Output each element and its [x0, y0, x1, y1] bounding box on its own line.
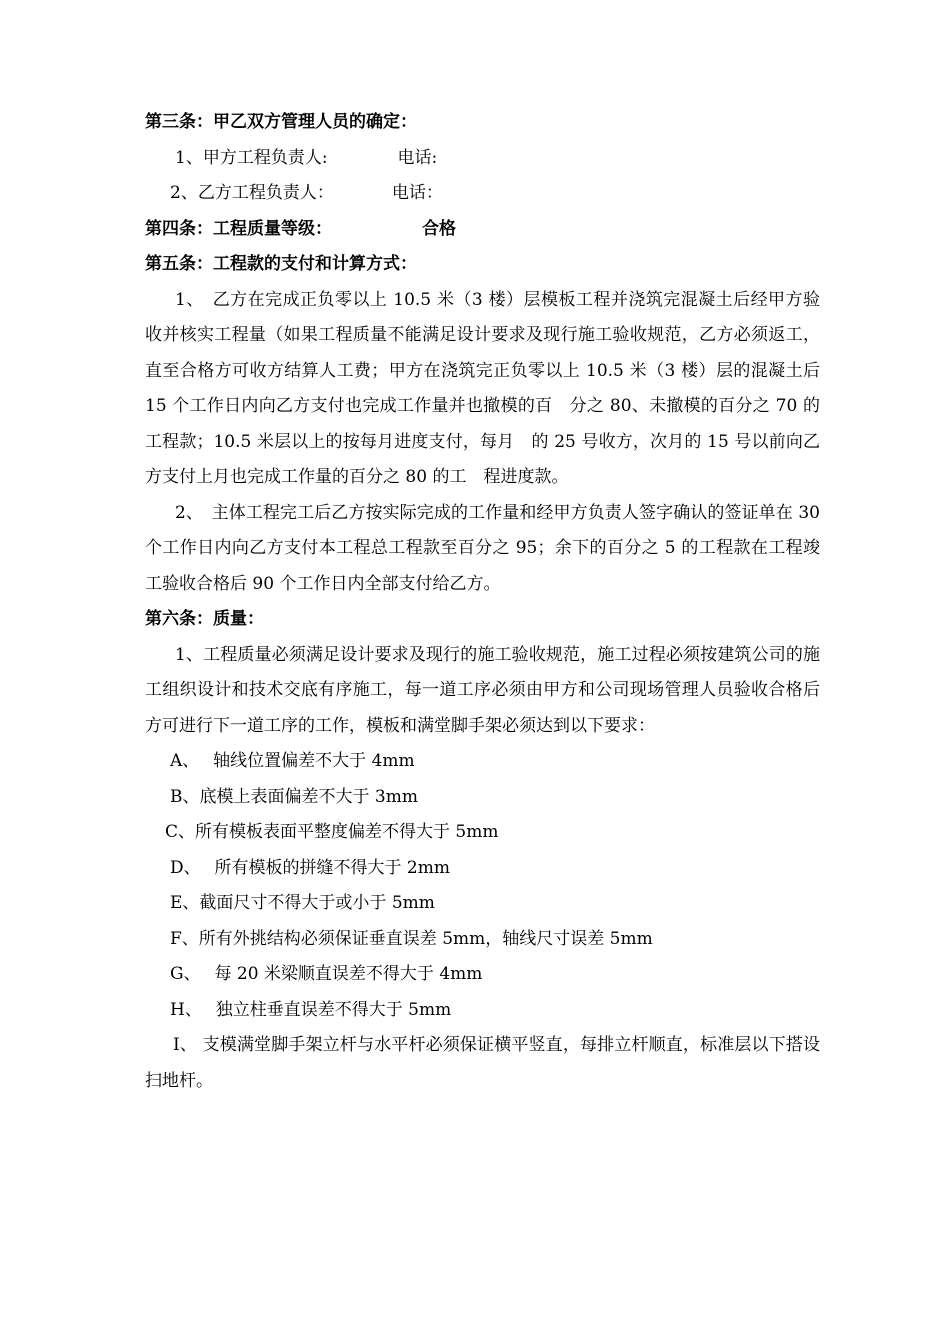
article3-line2 — [145, 176, 820, 212]
article3-heading: 第三条：甲乙双方管理人员的确定： — [145, 112, 417, 132]
article4-heading: 第四条：工程质量等级： — [145, 218, 332, 239]
article4-line — [145, 212, 820, 248]
article5-paragraph-1: 1、 乙方在完成正负零以上 10.5 米（3 楼）层模板工程并浇筑完混凝土后经甲方验收并核实工程量（如果工程质量不能满足设计要求及现行施工验收规范，乙方必须返工，直至合格方可收方结算人工费；甲方在浇筑完正负零以上 10.5 米（3 楼）层的混凝土后 15 个工作日内向乙方支付也完成工作量并也撤模的百 分之 80、未撤模的百分之 70 的工程款；10.5 米层以上的按每月进度支付，每月 的 25 号收方，次月的 15 号以前向乙方支付上月也完成工作量的百分之 80 的工 程进度款。 — [145, 289, 820, 487]
requirement-item-g: G、 每 20 米梁顺直误差不得大于 4mm — [170, 964, 483, 984]
article6-paragraph-1: 1、工程质量必须满足设计要求及现行的施工验收规范，施工过程必须按建筑公司的施工组织设计和技术交底有序施工，每一道工序必须由甲方和公司现场管理人员验收合格后方可进行下一道工序的工作，模板和满堂脚手架必须达到以下要求： — [145, 644, 820, 736]
requirement-item-d: D、 所有模板的拼缝不得大于 2mm — [170, 857, 450, 878]
requirement-item-h: H、 独立柱垂直误差不得大于 5mm — [170, 999, 452, 1020]
requirement-item-c: C、所有模板表面平整度偏差不得大于 5mm — [165, 822, 499, 842]
yi-manager-label: 2、乙方工程负责人： — [170, 183, 334, 203]
requirement-item-i: I、 支模满堂脚手架立杆与水平杆必须保证横平竖直，每排立杆顺直，标准层以下搭设扫地杆。 — [145, 1035, 820, 1091]
article5-paragraph-2: 2、 主体工程完工后乙方按实际完成的工作量和经甲方负责人签字确认的签证单在 30 个工作日内向乙方支付本工程总工程款至百分之 95；余下的百分之 5 的工程款在工程竣工验收合格后 90 个工作日内全部支付给乙方。 — [145, 502, 820, 594]
jia-phone-label: 电话: — [397, 147, 438, 168]
article3-line1 — [145, 141, 820, 177]
article5-heading: 第五条：工程款的支付和计算方式： — [145, 254, 417, 274]
requirement-item-b: B、底模上表面偏差不大于 3mm — [170, 786, 418, 807]
requirement-item-a: A、 轴线位置偏差不大于 4mm — [170, 751, 415, 771]
quality-grade-value: 合格 — [422, 218, 456, 239]
document-page — [145, 105, 820, 1099]
jia-manager-label: 1、甲方工程负责人: — [175, 147, 328, 168]
yi-phone-label: 电话： — [391, 183, 443, 203]
requirement-item-f: F、所有外挑结构必须保证垂直误差 5mm，轴线尺寸误差 5mm — [170, 928, 653, 949]
requirement-item-e: E、截面尺寸不得大于或小于 5mm — [170, 893, 435, 913]
article6-heading: 第六条：质量： — [145, 609, 264, 629]
